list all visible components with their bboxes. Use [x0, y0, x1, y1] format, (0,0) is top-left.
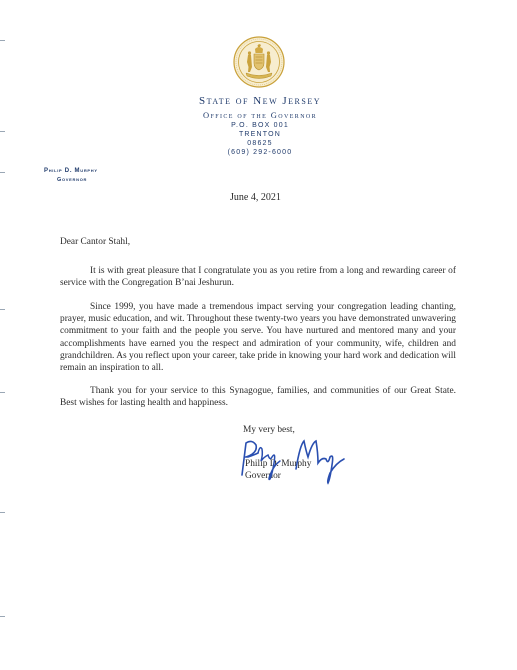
letter-paragraph: It is with great pleasure that I congratulate you as you retire from a long and rewarding career of service with the Congregation B’nai Jeshurun. [60, 266, 456, 289]
letter-paragraph: Thank you for your service to this Synagogue, families, and communities of our Great State. Best wishes for lasting health and happiness. [60, 386, 456, 409]
scan-edge-mark [0, 392, 5, 393]
scan-edge-mark [0, 309, 5, 310]
state-seal-icon [233, 36, 285, 88]
scan-edge-mark [0, 512, 5, 513]
letterhead-phone: (609) 292-6000 [227, 149, 293, 156]
letterhead-office: Office of the Governor [202, 110, 318, 120]
sender-title: Governor [57, 177, 88, 183]
letterhead-po-box: P.O. BOX 001 [231, 122, 289, 129]
salutation: Dear Cantor Stahl, [60, 237, 131, 247]
letterhead-city: TRENTON [238, 131, 282, 138]
letterhead-zip: 08625 [247, 140, 273, 147]
letterhead-state: State of New Jersey [198, 95, 321, 107]
closing: My very best, [243, 425, 295, 435]
handwritten-signature-icon [232, 435, 350, 485]
letter-date: June 4, 2021 [230, 192, 281, 203]
scan-edge-mark [0, 172, 5, 173]
sender-name: Philip D. Murphy [44, 168, 98, 174]
letter-paragraph: Since 1999, you have made a tremendous impact serving your congregation leading chanting, prayer, music education, and wit. Throughout these twenty-two years you have demonstrated unwavering commitment to your faith and the people you serve. You have nurtured and mentored many and your accomplishments have earned you the respect and admiration of your community, wife, children and grandchildren. As you reflect upon your career, take pride in knowing your hard work and dedication will remain an inspiration to all. [60, 302, 456, 374]
signature-name: Philip D. Murphy [245, 459, 312, 469]
scan-edge-mark [0, 616, 5, 617]
scan-edge-mark [0, 40, 5, 41]
signature-title: Governor [245, 471, 281, 481]
scan-edge-mark [0, 131, 5, 132]
